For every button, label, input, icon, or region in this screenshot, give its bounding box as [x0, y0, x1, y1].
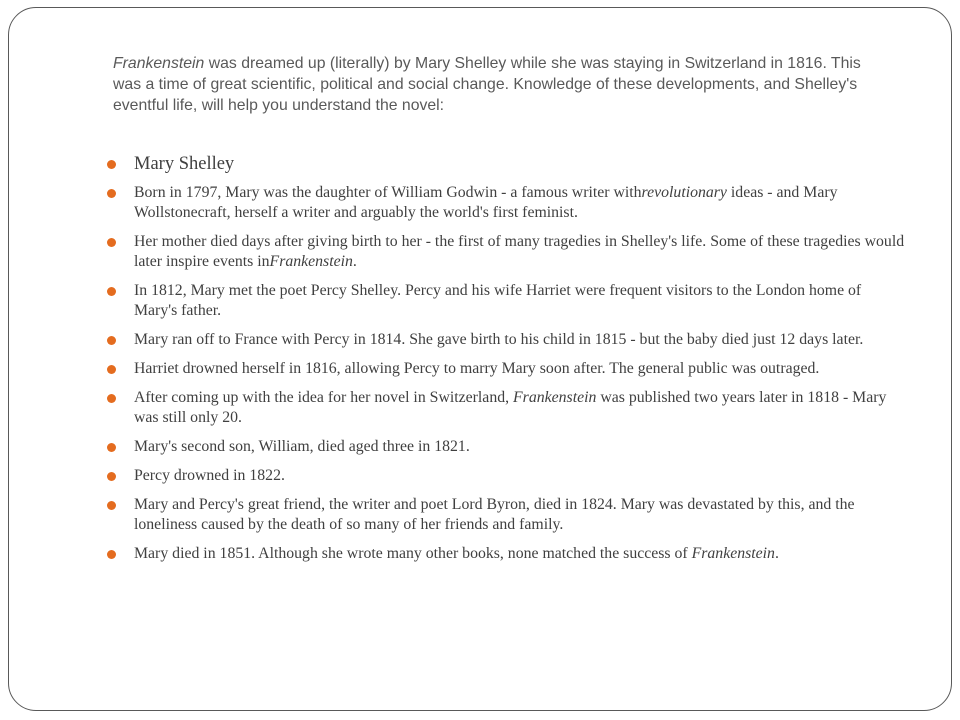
- item-italic: Frankenstein: [269, 253, 353, 270]
- list-item: [106, 466, 906, 486]
- bullet-icon: [107, 472, 116, 481]
- intro-title: Frankenstein: [113, 55, 205, 72]
- list-item: [106, 232, 906, 272]
- bullet-icon: [107, 501, 116, 510]
- bullet-icon: [107, 394, 116, 403]
- item-text: After coming up with the idea for her novel in Switzerland,: [134, 389, 514, 406]
- section-heading: [106, 152, 906, 176]
- list-item: [106, 544, 906, 564]
- list-item: [106, 359, 906, 379]
- item-italic: Frankenstein: [691, 545, 775, 562]
- item-text: Born in 1797, Mary was the daughter of William Godwin - a famous writer with: [134, 184, 642, 201]
- item-text-cont: .: [352, 253, 357, 270]
- list-item: [106, 281, 906, 321]
- list-item: [106, 437, 906, 457]
- item-text: Mary and Percy's great friend, the writer and poet Lord Byron, died in 1824. Mary was devastated by this, and the loneliness caused by the death of so many of her friends and family.: [134, 496, 855, 533]
- intro-text: was dreamed up (literally) by Mary Shelley while she was staying in Switzerland in 1816. This was a time of great scientific, political and social change. Knowledge of these developments, and Shelley's eventful life, will help you understand the novel:: [113, 55, 861, 114]
- bullet-list: [106, 152, 906, 573]
- item-text: Percy drowned in 1822.: [134, 467, 285, 484]
- item-text-cont: ideas - and Mary Wollstonecraft, herself a writer and arguably the world's first feminist.: [134, 184, 838, 221]
- heading-text: Mary Shelley: [134, 154, 235, 174]
- item-text-cont: was published two years later in 1818 - Mary was still only 20.: [134, 389, 887, 426]
- bullet-icon: [107, 160, 116, 169]
- intro-paragraph: [113, 53, 873, 116]
- bullet-icon: [107, 443, 116, 452]
- bullet-icon: [107, 550, 116, 559]
- item-italic: Frankenstein: [513, 389, 597, 406]
- list-item: [106, 330, 906, 350]
- item-text: Harriet drowned herself in 1816, allowing Percy to marry Mary soon after. The general public was outraged.: [134, 360, 820, 377]
- list-item: [106, 388, 906, 428]
- item-text: Mary ran off to France with Percy in 1814. She gave birth to his child in 1815 - but the baby died just 12 days later.: [134, 331, 864, 348]
- item-text: Mary's second son, William, died aged three in 1821.: [134, 438, 470, 455]
- item-text-cont: .: [774, 545, 779, 562]
- list-item: [106, 495, 906, 535]
- item-text: In 1812, Mary met the poet Percy Shelley. Percy and his wife Harriet were frequent visitors to the London home of Mary's father.: [134, 282, 862, 319]
- bullet-icon: [107, 287, 116, 296]
- item-italic: revolutionary: [641, 184, 727, 201]
- bullet-icon: [107, 238, 116, 247]
- bullet-icon: [107, 365, 116, 374]
- bullet-icon: [107, 189, 116, 198]
- list-item: [106, 183, 906, 223]
- item-text: Her mother died days after giving birth to her - the first of many tragedies in Shelley's life. Some of these tragedies would later inspire events in: [134, 233, 905, 270]
- bullet-icon: [107, 336, 116, 345]
- item-text: Mary died in 1851. Although she wrote many other books, none matched the success of: [134, 545, 692, 562]
